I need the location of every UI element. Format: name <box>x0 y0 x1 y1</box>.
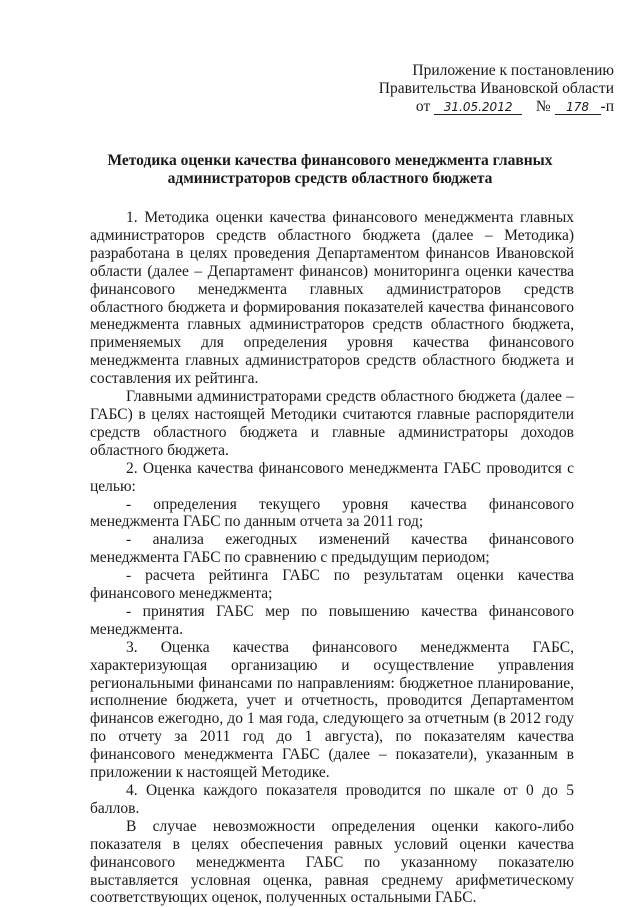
paragraph-2: 2. Оценка качества финансового менеджмента ГАБС проводится с целью: <box>90 459 574 495</box>
list-item-measures: - принятия ГАБС мер по повышению качества финансового менеджмента. <box>90 602 574 638</box>
number-suffix: -п <box>600 98 614 115</box>
paragraph-conditional-score: В случае невозможности определения оценки какого-либо показателя в целях обеспечения равных условий оценки качества финансового менеджмента ГАБС по указанному показателю выставляется условная оценка, равная среднему арифметическому соответствующих оценок, полученных остальными ГАБС. <box>90 817 574 907</box>
header-line-2: Правительства Ивановской области <box>378 80 614 97</box>
paragraph-4: 4. Оценка каждого показателя проводится по шкале от 0 до 5 баллов. <box>90 782 574 817</box>
document-body <box>90 209 574 907</box>
handwritten-number: 178 <box>555 100 601 115</box>
number-label: № <box>535 98 551 115</box>
from-label: от <box>415 98 431 115</box>
title-line-1: Методика оценки качества финансового менеджмента главных <box>107 152 553 169</box>
handwritten-date: 31.05.2012 <box>434 100 522 115</box>
paragraph-3: 3. Оценка качества финансового менеджмента ГАБС, характеризующая организацию и осуществление управления региональными финансами по направлениям: бюджетное планирование, исполнение бюджета, учет и отчетность, проводится Департаментом финансов ежегодно, до 1 мая года, следующего за отчетным (в 2012 году по отчету за 2011 год до 1 августа), по показателям качества финансового менеджмента ГАБС (далее – показатели), указанным в приложении к настоящей Методике. <box>90 638 574 782</box>
list-item-rating: - расчета рейтинга ГАБС по результатам оценки качества финансового менеджмента; <box>90 567 574 603</box>
paragraph-gabs-definition: Главными администраторами средств областного бюджета (далее – ГАБС) в целях настоящей Методики считаются главные распорядители средств областного бюджета и главные администраторы доходов областного бюджета. <box>90 388 574 459</box>
paragraph-1: 1. Методика оценки качества финансового менеджмента главных администраторов средств областного бюджета (далее – Методика) разработана в целях проведения Департаментом финансов Ивановской области (далее – Департамент финансов) мониторинга оценки качества финансового менеджмента главных администраторов средств областного бюджета и формирования показателей качества финансового менеджмента главных администраторов средств областного бюджета, применяемых для определения уровня качества финансового менеджмента главных администраторов средств областного бюджета и составления их рейтинга. <box>90 209 574 388</box>
header-line-1: Приложение к постановлению <box>412 62 614 79</box>
appendix-header <box>374 62 614 116</box>
list-item-annual-changes: - анализа ежегодных изменений качества финансового менеджмента ГАБС по сравнению с предыдущим периодом; <box>90 531 574 567</box>
list-item-current-level: - определения текущего уровня качества финансового менеджмента ГАБС по данным отчета за 2011 год; <box>90 495 574 531</box>
title-line-2: администраторов средств областного бюджета <box>167 170 493 187</box>
header-date-number-line <box>374 98 614 116</box>
document-title <box>90 152 570 188</box>
